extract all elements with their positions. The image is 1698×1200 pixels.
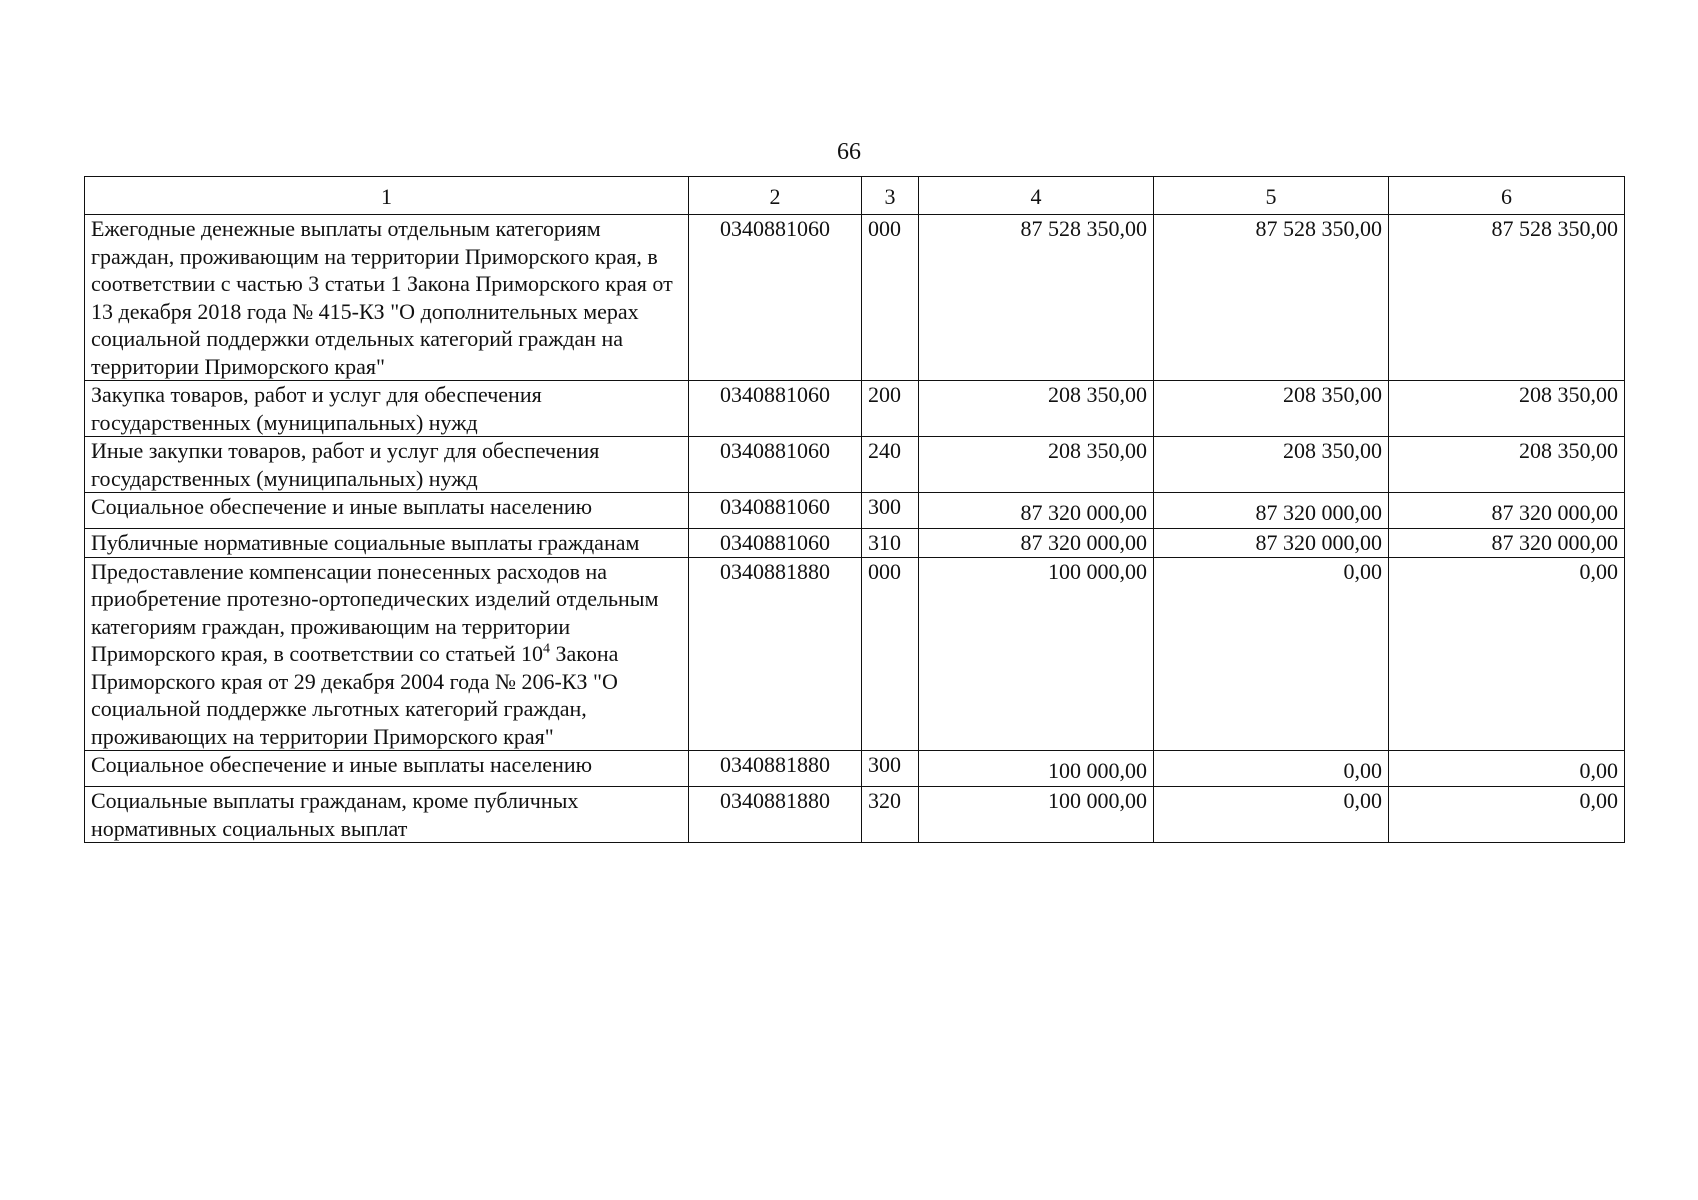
- row-amount-4: 87 528 350,00: [919, 215, 1154, 381]
- row-type: 200: [862, 381, 919, 437]
- row-type: 000: [862, 215, 919, 381]
- table-row: [85, 787, 1625, 843]
- budget-table: [84, 176, 1625, 843]
- row-amount-5: 208 350,00: [1154, 381, 1389, 437]
- row-description: Публичные нормативные социальные выплаты гражданам: [85, 529, 689, 558]
- table-row: [85, 557, 1625, 751]
- row-code: 0340881880: [689, 557, 862, 751]
- row-type: 320: [862, 787, 919, 843]
- header-col-2: 2: [689, 177, 862, 215]
- row-amount-4: 100 000,00: [919, 751, 1154, 787]
- row-amount-4: 87 320 000,00: [919, 529, 1154, 558]
- row-code: 0340881880: [689, 751, 862, 787]
- row-amount-6: 87 528 350,00: [1389, 215, 1625, 381]
- row-code: 0340881060: [689, 381, 862, 437]
- row-description-part: Предоставление компенсации понесенных расходов на приобретение протезно-ортопедических изделий отдельным категориям граждан, проживающим на территории Приморского края, в соответствии со статьей 10: [91, 558, 659, 666]
- table-row: [85, 529, 1625, 558]
- table-row: [85, 751, 1625, 787]
- row-amount-5: 87 320 000,00: [1154, 493, 1389, 529]
- row-amount-6: 87 320 000,00: [1389, 493, 1625, 529]
- row-amount-5: 0,00: [1154, 751, 1389, 787]
- row-code: 0340881880: [689, 787, 862, 843]
- page-number: 66: [837, 139, 861, 165]
- row-type: 240: [862, 437, 919, 493]
- row-amount-4: 208 350,00: [919, 381, 1154, 437]
- row-amount-5: 208 350,00: [1154, 437, 1389, 493]
- row-amount-6: 0,00: [1389, 751, 1625, 787]
- row-amount-5: 0,00: [1154, 787, 1389, 843]
- row-amount-4: 87 320 000,00: [919, 493, 1154, 529]
- row-code: 0340881060: [689, 493, 862, 529]
- row-amount-6: 208 350,00: [1389, 381, 1625, 437]
- row-code: 0340881060: [689, 529, 862, 558]
- row-description: Социальное обеспечение и иные выплаты населению: [85, 493, 689, 529]
- table-row: [85, 215, 1625, 381]
- table-header-row: [85, 177, 1625, 215]
- row-description: Закупка товаров, работ и услуг для обеспечения государственных (муниципальных) нужд: [85, 381, 689, 437]
- row-amount-4: 100 000,00: [919, 557, 1154, 751]
- row-amount-6: 0,00: [1389, 557, 1625, 751]
- row-amount-5: 0,00: [1154, 557, 1389, 751]
- row-amount-5: 87 528 350,00: [1154, 215, 1389, 381]
- header-col-1: 1: [85, 177, 689, 215]
- row-description: Социальные выплаты гражданам, кроме публичных нормативных социальных выплат: [85, 787, 689, 843]
- row-code: 0340881060: [689, 437, 862, 493]
- table-row: [85, 493, 1625, 529]
- row-amount-6: 0,00: [1389, 787, 1625, 843]
- row-amount-6: 208 350,00: [1389, 437, 1625, 493]
- row-description-part: Закона Приморского края от 29 декабря 2004 года № 206-КЗ "О социальной поддержке льготных категорий граждан, проживающих на территории Приморского края": [91, 641, 619, 749]
- header-col-3: 3: [862, 177, 919, 215]
- row-description: Иные закупки товаров, работ и услуг для обеспечения государственных (муниципальных) нужд: [85, 437, 689, 493]
- row-amount-5: 87 320 000,00: [1154, 529, 1389, 558]
- header-col-6: 6: [1389, 177, 1625, 215]
- row-amount-4: 208 350,00: [919, 437, 1154, 493]
- row-type: 300: [862, 493, 919, 529]
- row-description: [85, 557, 689, 751]
- row-type: 000: [862, 557, 919, 751]
- row-description: Ежегодные денежные выплаты отдельным категориям граждан, проживающим на территории Приморского края, в соответствии с частью 3 статьи 1 Закона Приморского края от 13 декабря 2018 года № 415-КЗ "О дополнительных мерах социальной поддержки отдельных категорий граждан на территории Приморского края": [85, 215, 689, 381]
- row-type: 300: [862, 751, 919, 787]
- row-amount-6: 87 320 000,00: [1389, 529, 1625, 558]
- header-col-5: 5: [1154, 177, 1389, 215]
- row-description: Социальное обеспечение и иные выплаты населению: [85, 751, 689, 787]
- row-type: 310: [862, 529, 919, 558]
- row-code: 0340881060: [689, 215, 862, 381]
- row-amount-4: 100 000,00: [919, 787, 1154, 843]
- header-col-4: 4: [919, 177, 1154, 215]
- table-row: [85, 437, 1625, 493]
- table-row: [85, 381, 1625, 437]
- superscript: 4: [542, 641, 550, 657]
